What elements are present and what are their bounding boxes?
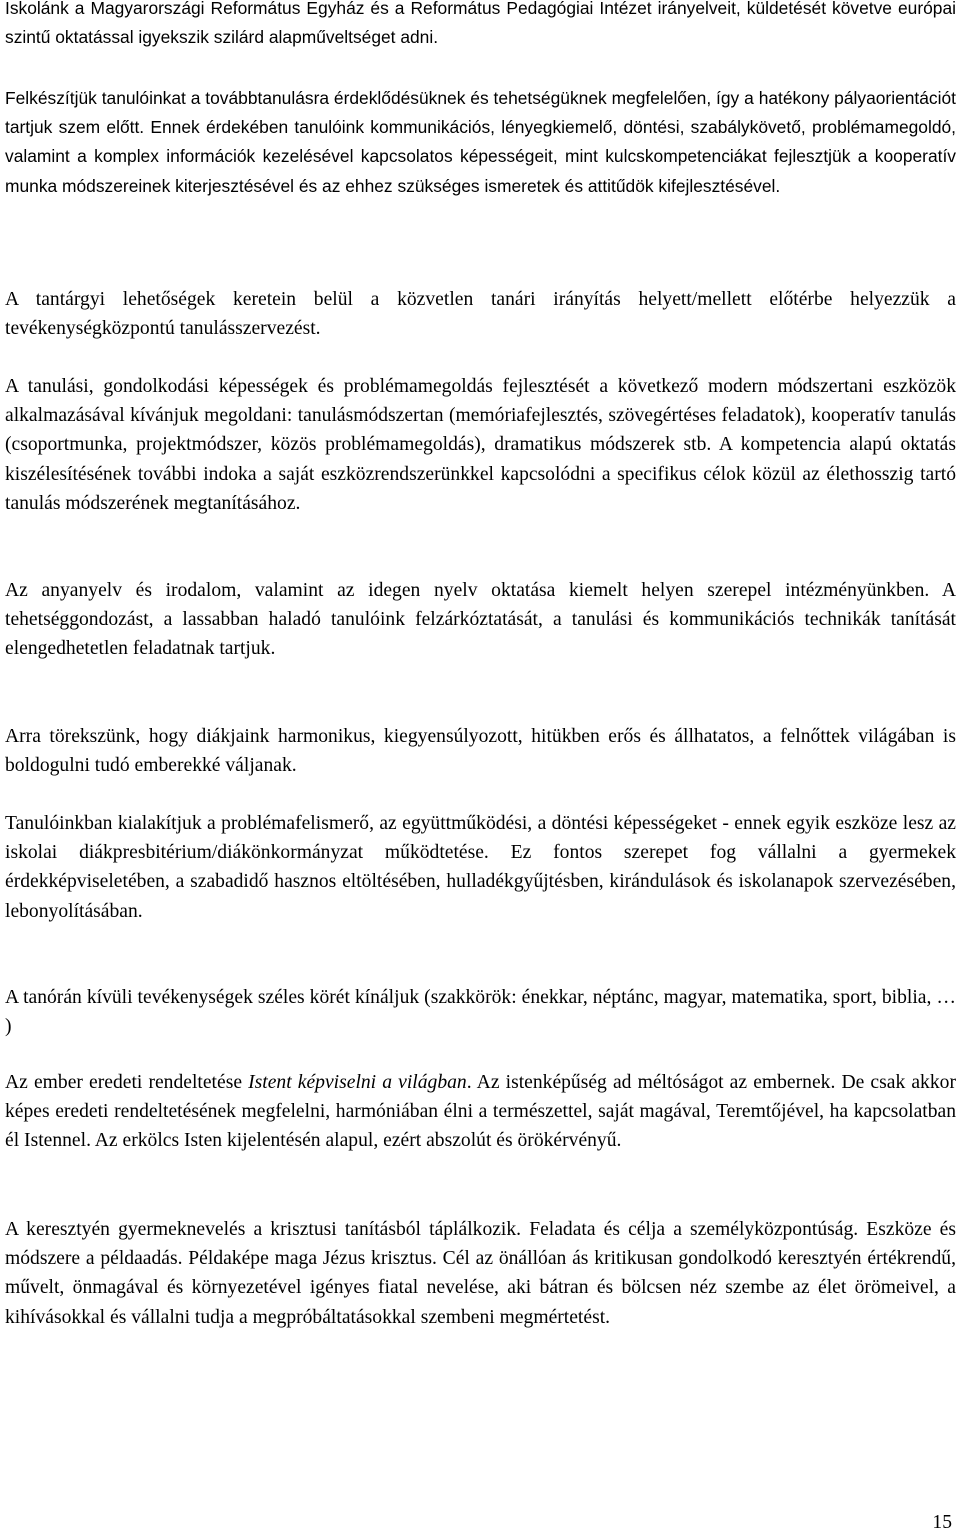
paragraph-extracurricular: A tanórán kívüli tevékenységek széles körét kínáljuk (szakkörök: énekkar, néptánc, magyar, matematika, sport, biblia, … ) bbox=[5, 987, 956, 1038]
paragraph-human-purpose-italic: Istent képviselni a világban bbox=[248, 1072, 467, 1093]
paragraph-human-purpose-part2: . Az istenképűség ad méltóságot az embernek. De csak akkor képes eredeti rendeltetésének megfelelni, harmóniában élni a természettel, saját magával, Teremtőjével, ha kapcsolatban él Istennel. Az erkölcs Isten kijelentésén alapul, ezért abszolút és örökérvényű. bbox=[5, 1072, 956, 1152]
page-number: 15 bbox=[932, 1512, 952, 1533]
paragraph-subject-options: A tantárgyi lehetőségek keretein belül a közvetlen tanári irányítás helyett/mellett előtérbe helyezzük a tevékenységközpontú tanulásszervezést. bbox=[5, 289, 956, 340]
paragraph-learning-skills: A tanulási, gondolkodási képességek és problémamegoldás fejlesztését a következő modern módszertani eszközök alkalmazásával kívánjuk megoldani: tanulásmódszertan (memóriafejlesztés, szövegértéses feladatok), kooperatív tanulás (csoportmunka, projektmódszer, közös problémamegoldás), dramatikus módszerek stb. A kompetencia alapú oktatás kiszélesítésének további indoka a saját eszközrendszerünkkel kapcsolódni a specifikus célok közül az élethosszig tartó tanulás módszerének megtanításához. bbox=[5, 376, 956, 514]
paragraph-mission: Iskolánk a Magyarországi Református Egyház és a Református Pedagógiai Intézet irányelveit, küldetését követve európai szintű oktatással igyekszik szilárd alapműveltséget adni. bbox=[5, 0, 956, 48]
paragraph-human-purpose bbox=[5, 1068, 956, 1156]
paragraph-preparation-part1: Felkészítjük tanulóinkat a továbbtanulásra érdeklődésüknek és tehetségüknek megfelelően, így a hatékony pályaorientációt tartjuk szem előtt. bbox=[5, 88, 956, 138]
paragraph-human-purpose-part1: Az ember eredeti rendeltetése bbox=[5, 1072, 249, 1093]
paragraph-preparation bbox=[5, 84, 956, 201]
paragraph-preparation-part2: Ennek érdekében tanulóink kommunikációs, lényegkiemelő, döntési, szabálykövető, problémamegoldó, valamint a komplex információk kezelésével kapcsolatos képességeit, mint kulcskompetenciákat fejlesztjük a kooperatív munka módszereinek kiterjesztésével és az ehhez szükséges ismeretek és attitűdök kifejlesztésével. bbox=[5, 117, 956, 196]
paragraph-christian-education: A keresztyén gyermeknevelés a krisztusi tanításból táplálkozik. Feladata és célja a személyközpontúság. Eszköze és módszere a példaadás. Példaképe maga Jézus krisztus. Cél az önállóan ás kritikusan gondolkodó keresztyén értékrendű, művelt, önmagával és környezetével igényes fiatal nevelése, aki bátran és bölcsen néz szembe az élet örömeivel, a kihívásokkal és vállalni tudja a megpróbáltatásokkal szembeni megmértetést. bbox=[5, 1219, 956, 1328]
paragraph-student-council: Tanulóinkban kialakítjuk a problémafelismerő, az együttműködési, a döntési képességeket - ennek egyik eszköze lesz az iskolai diákpresbitérium/diákönkormányzat működtetése. Ez fontos szerepet fog vállalni a gyermekek érdekképviseletében, a szabadidő hasznos eltöltésében, hulladékgyűjtésben, kirándulások és iskolanapok szervezésében, lebonyolításában. bbox=[5, 813, 956, 922]
paragraph-language-education: Az anyanyelv és irodalom, valamint az idegen nyelv oktatása kiemelt helyen szerepel intézményünkben. A tehetséggondozást, a lassabban haladó tanulóink felzárkóztatását, a tanulási és kommunikációs technikák tanítását elengedhetetlen feladatnak tartjuk. bbox=[5, 580, 956, 660]
paragraph-harmonious-students: Arra törekszünk, hogy diákjaink harmonikus, kiegyensúlyozott, hitükben erős és állhatatos, a felnőttek világában is boldogulni tudó emberekké váljanak. bbox=[5, 726, 956, 777]
